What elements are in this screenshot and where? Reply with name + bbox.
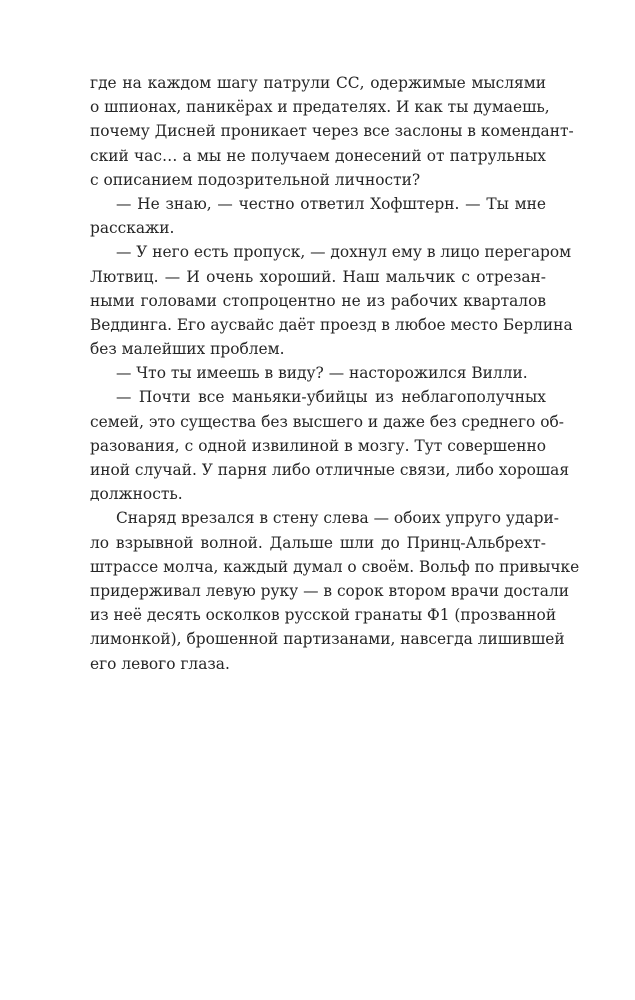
text-line: — Что ты имеешь в виду? — насторожился Вилли. <box>116 364 528 383</box>
text-line: с описанием подозрительной личности? <box>90 170 421 189</box>
text-line: его левого глаза. <box>90 654 230 673</box>
text-line: почему Дисней проникает через все заслоны в комендант- <box>90 122 574 141</box>
text-line: лимонкой), брошенной партизанами, навсегда лишившей <box>90 630 565 649</box>
text-line: иной случай. У парня либо отличные связи, либо хорошая <box>90 461 570 479</box>
text-line: Веддинга. Его аусвайс даёт проезд в любое место Берлина <box>90 315 573 334</box>
text-line: Снаряд врезался в стену слева — обоих упруго удари- <box>116 509 559 528</box>
text-line: Лютвиц. — И очень хороший. Наш мальчик с отрезан- <box>90 267 546 286</box>
text-line: придерживал левую руку — в сорок втором врачи достали <box>90 581 569 600</box>
text-line: — Не знаю, — честно ответил Хофштерн. — Ты мне <box>116 194 546 213</box>
text-line: где на каждом шагу патрули СС, одержимые мыслями <box>90 74 546 92</box>
text-line: — Почти все маньяки-убийцы из неблагополучных <box>116 388 546 407</box>
text-line: — У него есть пропуск, — дохнул ему в лицо перегаром <box>116 243 572 262</box>
text-line: ло взрывной волной. Дальше шли до Принц-Альбрехт- <box>90 533 546 552</box>
text-line: штрассе молча, каждый думал о своём. Вольф по привычке <box>90 557 580 576</box>
text-line: ными головами стопроцентно не из рабочих кварталов <box>90 291 546 310</box>
text-line: семей, это существа без высшего и даже без среднего об- <box>90 412 564 431</box>
text-line: из неё десять осколков русской гранаты Ф1 (прозванной <box>90 606 557 625</box>
text-line: разования, с одной извилиной в мозгу. Тут совершенно <box>90 436 546 455</box>
text-line: расскажи. <box>90 219 175 238</box>
body-text <box>90 71 580 676</box>
text-line: ский час… а мы не получаем донесений от патрульных <box>90 146 546 165</box>
text-line: должность. <box>90 485 183 504</box>
text-line: без малейших проблем. <box>90 340 285 359</box>
text-line: о шпионах, паникёрах и предателях. И как ты думаешь, <box>90 98 550 117</box>
